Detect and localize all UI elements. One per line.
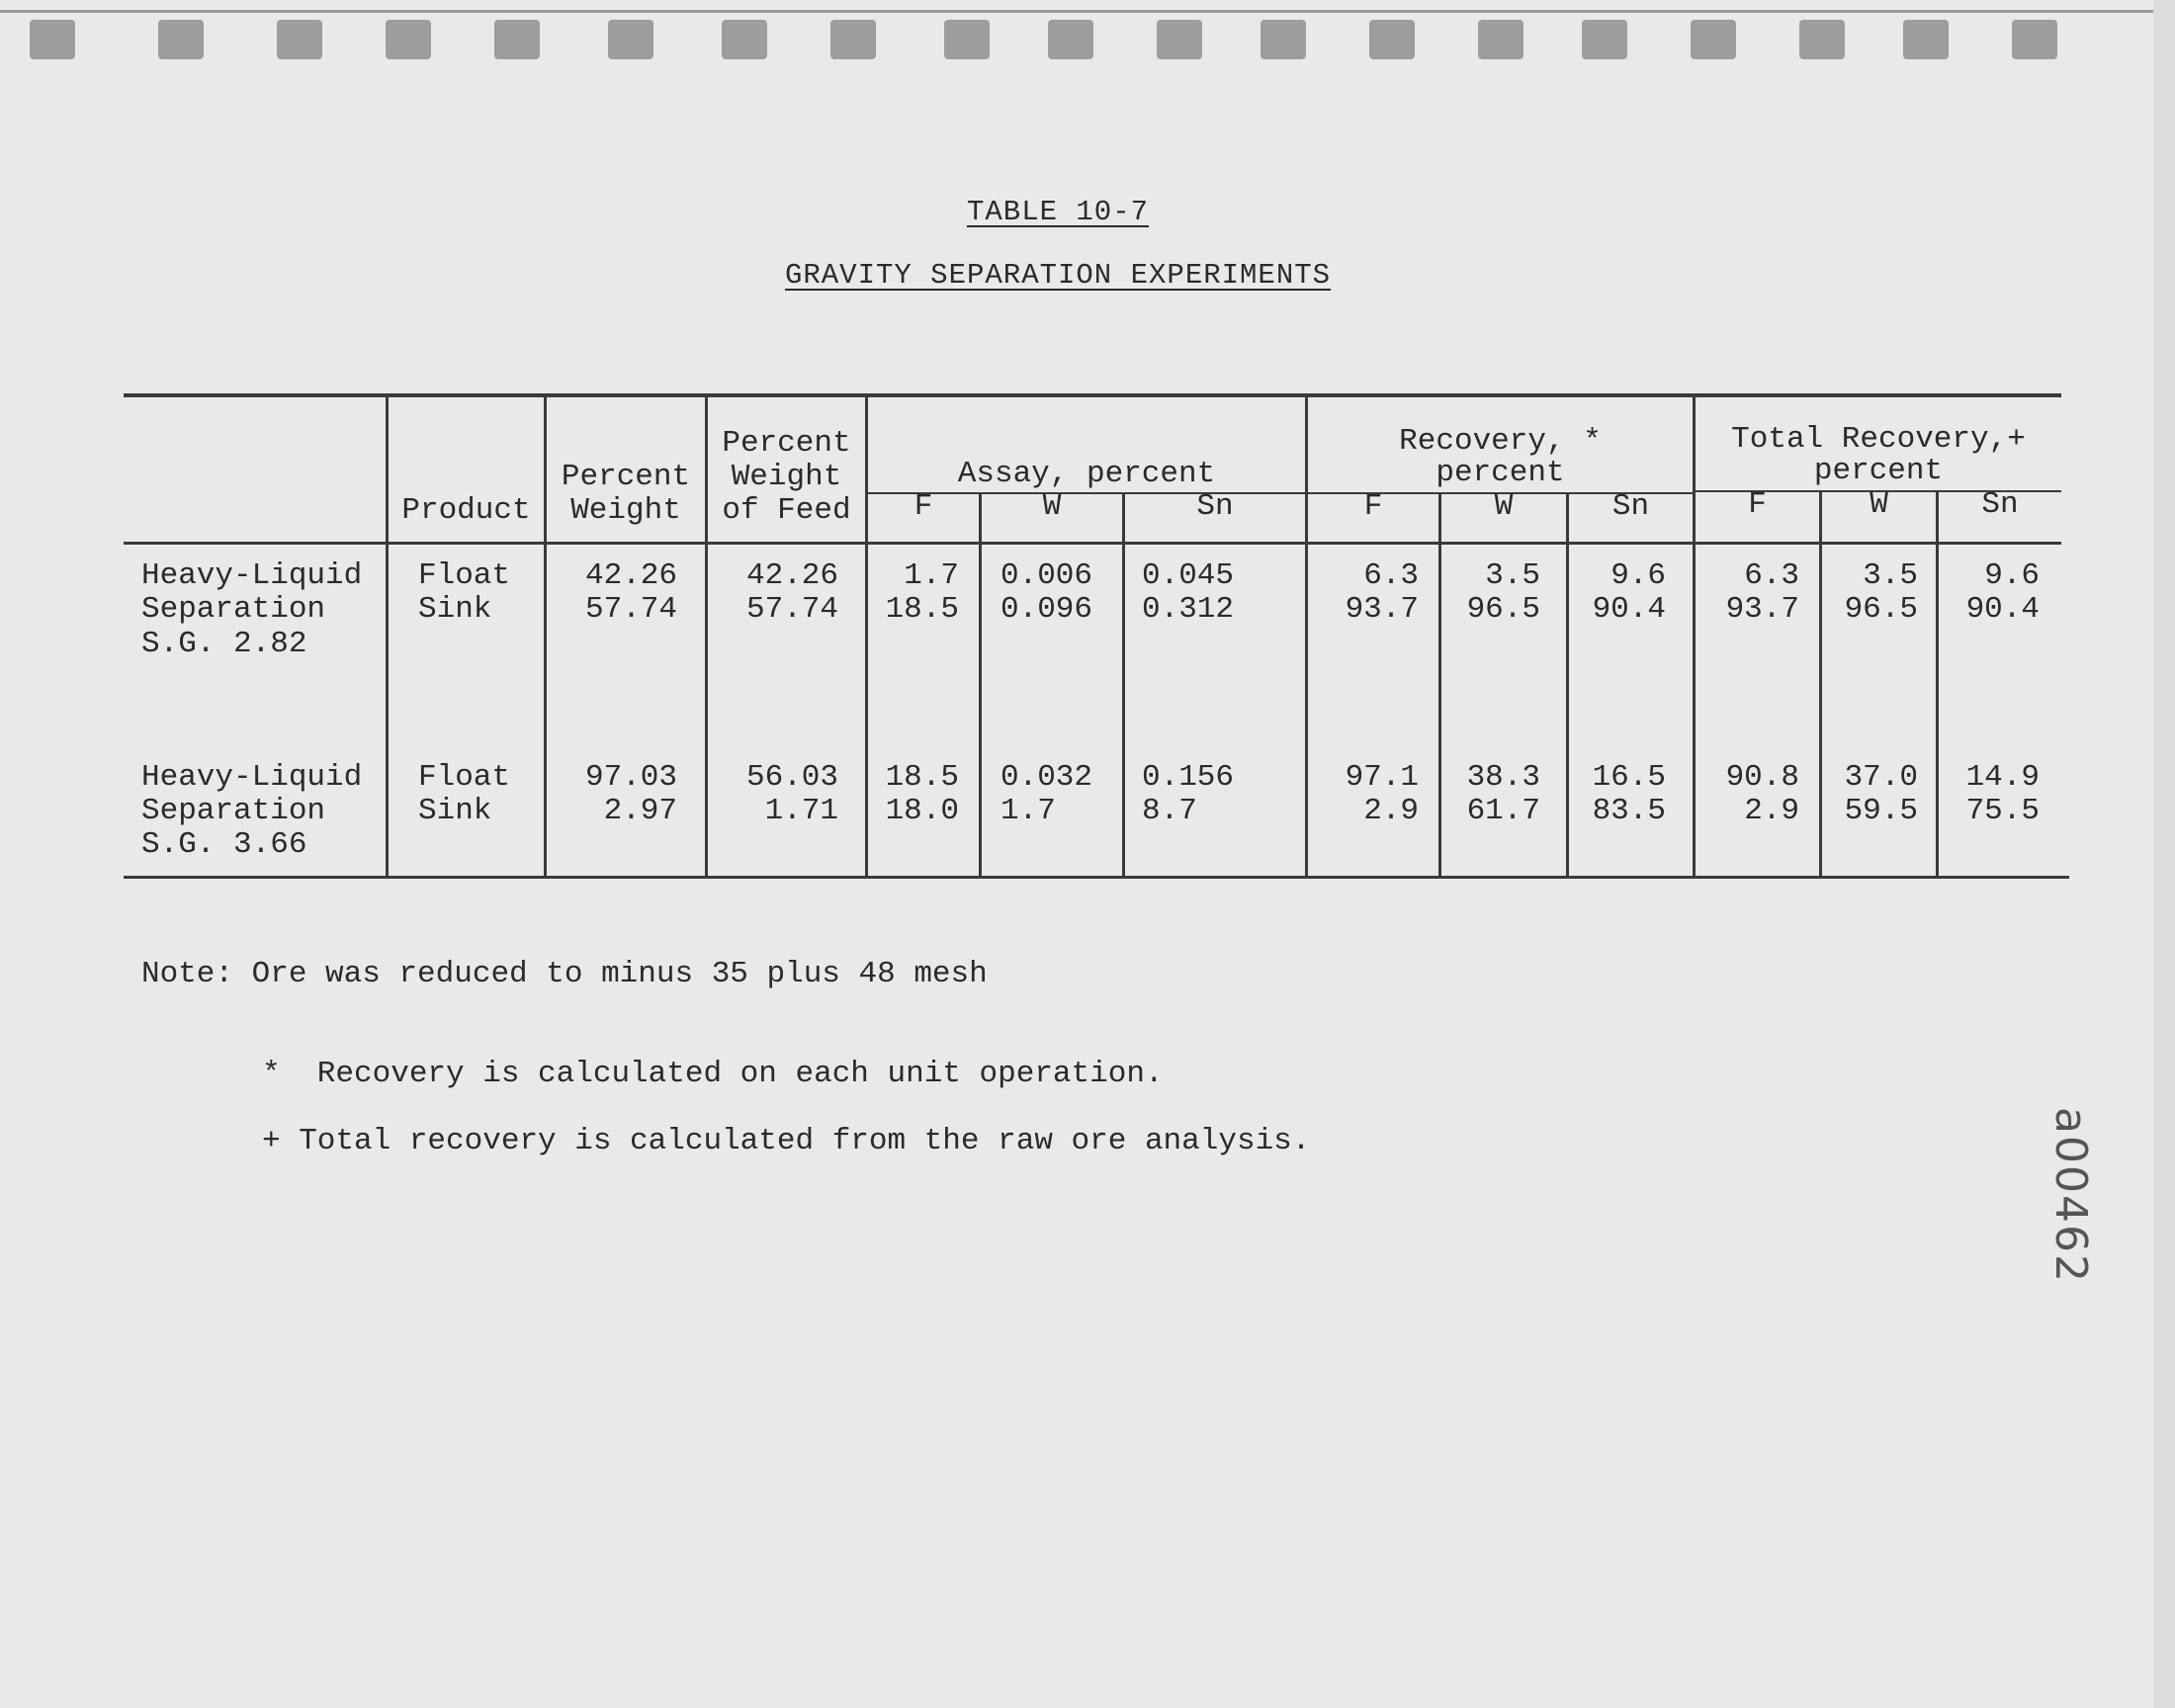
binding-holes <box>0 0 2175 69</box>
subheader-assay-w: W <box>1042 489 1062 524</box>
header-total-recovery-line1: Total Recovery,+ <box>1731 422 2026 457</box>
cell-total-w: 37.0 <box>1844 760 1918 795</box>
cell-assay-w: 0.006 <box>1000 558 1093 593</box>
cell-recovery-sn: 16.5 <box>1592 760 1666 795</box>
cell-assay-sn: 0.156 <box>1142 760 1235 795</box>
header-total-recovery-line2: percent <box>1813 454 1944 488</box>
cell-total-w: 59.5 <box>1844 794 1918 828</box>
cell-total-sn: 90.4 <box>1965 592 2040 627</box>
header-weight-feed-line2: Weight <box>731 460 842 494</box>
cell-recovery-f: 2.9 <box>1363 794 1419 828</box>
subheader-total-sn: Sn <box>1981 487 2019 522</box>
group-label-line2: Separation <box>141 592 326 627</box>
column-divider <box>386 397 389 878</box>
cell-recovery-sn: 83.5 <box>1592 794 1666 828</box>
cell-recovery-w: 96.5 <box>1466 592 1540 627</box>
header-bottom-rule <box>124 542 2061 545</box>
column-divider <box>979 494 982 878</box>
cell-assay-f: 18.5 <box>885 592 959 627</box>
cell-assay-w: 1.7 <box>1000 794 1056 828</box>
footnote-total-recovery: + Total recovery is calculated from the raw ore analysis. <box>262 1124 1311 1158</box>
subheader-assay-sn: Sn <box>1196 489 1234 524</box>
cell-percent-feed: 57.74 <box>745 592 838 627</box>
cell-recovery-sn: 9.6 <box>1610 558 1666 593</box>
group-label-line3: S.G. 2.82 <box>141 627 307 661</box>
subheader-recovery-f: F <box>1363 489 1383 524</box>
cell-recovery-w: 3.5 <box>1485 558 1540 593</box>
cell-percent-weight: 57.74 <box>584 592 677 627</box>
cell-total-f: 90.8 <box>1725 760 1799 795</box>
binding-hole <box>1048 20 1093 59</box>
group-label-line1: Heavy-Liquid <box>141 558 363 593</box>
cell-percent-feed: 42.26 <box>745 558 838 593</box>
header-assay: Assay, percent <box>957 457 1216 491</box>
cell-recovery-f: 97.1 <box>1345 760 1419 795</box>
binding-hole <box>608 20 653 59</box>
cell-percent-feed: 56.03 <box>745 760 838 795</box>
cell-product: Sink <box>418 592 492 627</box>
cell-assay-sn: 8.7 <box>1142 794 1197 828</box>
document-stamp: a00462 <box>2045 1107 2096 1284</box>
cell-total-sn: 9.6 <box>1984 558 2040 593</box>
cell-percent-weight: 2.97 <box>603 794 677 828</box>
binding-hole <box>1691 20 1736 59</box>
cell-recovery-sn: 90.4 <box>1592 592 1666 627</box>
subheader-total-w: W <box>1870 487 1888 522</box>
binding-hole <box>2012 20 2057 59</box>
cell-total-sn: 14.9 <box>1965 760 2040 795</box>
cell-percent-weight: 42.26 <box>584 558 677 593</box>
binding-hole <box>386 20 431 59</box>
cell-recovery-f: 6.3 <box>1363 558 1419 593</box>
table-bottom-rule <box>124 876 2069 879</box>
header-product: Product <box>401 493 531 528</box>
binding-hole <box>1157 20 1202 59</box>
binding-hole <box>1582 20 1627 59</box>
cell-percent-weight: 97.03 <box>584 760 677 795</box>
binding-hole <box>1261 20 1306 59</box>
binding-hole <box>30 20 75 59</box>
header-recovery-line2: percent <box>1436 456 1565 490</box>
cell-total-f: 6.3 <box>1744 558 1799 593</box>
subheader-total-f: F <box>1748 487 1767 522</box>
cell-total-f: 2.9 <box>1744 794 1799 828</box>
binding-hole <box>722 20 767 59</box>
binding-hole <box>1799 20 1845 59</box>
binding-hole <box>1478 20 1523 59</box>
header-percent-weight-line1: Percent <box>561 460 691 494</box>
binding-hole <box>158 20 204 59</box>
header-percent-weight-line2: Weight <box>570 493 681 528</box>
cell-recovery-f: 93.7 <box>1345 592 1419 627</box>
subheader-assay-f: F <box>914 489 933 524</box>
header-recovery-line1: Recovery, * <box>1399 424 1602 459</box>
cell-total-f: 93.7 <box>1725 592 1799 627</box>
binding-line <box>0 10 2175 13</box>
note-line: Note: Ore was reduced to minus 35 plus 48 mesh <box>141 957 988 991</box>
binding-hole <box>277 20 322 59</box>
cell-total-sn: 75.5 <box>1965 794 2040 828</box>
cell-assay-f: 1.7 <box>904 558 959 593</box>
cell-percent-feed: 1.71 <box>764 794 838 828</box>
cell-product: Sink <box>418 794 492 828</box>
cell-product: Float <box>418 558 511 593</box>
table-title: GRAVITY SEPARATION EXPERIMENTS <box>784 259 1332 292</box>
table-top-rule <box>124 393 2061 397</box>
header-weight-feed-line1: Percent <box>722 426 851 461</box>
cell-assay-sn: 0.045 <box>1142 558 1235 593</box>
group-label-line1: Heavy-Liquid <box>141 760 363 795</box>
binding-hole <box>1903 20 1949 59</box>
binding-hole <box>1369 20 1415 59</box>
binding-hole <box>944 20 990 59</box>
group-label-line3: S.G. 3.66 <box>141 827 307 862</box>
binding-hole <box>494 20 540 59</box>
subheader-recovery-w: W <box>1494 489 1514 524</box>
binding-hole <box>830 20 876 59</box>
cell-assay-w: 0.096 <box>1000 592 1093 627</box>
footnote-recovery: * Recovery is calculated on each unit operation. <box>262 1057 1164 1091</box>
cell-assay-w: 0.032 <box>1000 760 1093 795</box>
subheader-recovery-sn: Sn <box>1611 489 1650 524</box>
header-weight-feed-line3: of Feed <box>722 493 851 528</box>
column-divider <box>1122 494 1125 878</box>
cell-product: Float <box>418 760 511 795</box>
table-number: TABLE 10-7 <box>966 196 1150 228</box>
cell-assay-f: 18.0 <box>885 794 959 828</box>
page-edge <box>2153 0 2175 1708</box>
cell-total-w: 96.5 <box>1844 592 1918 627</box>
cell-recovery-w: 61.7 <box>1466 794 1540 828</box>
group-label-line2: Separation <box>141 794 326 828</box>
cell-recovery-w: 38.3 <box>1466 760 1540 795</box>
cell-total-w: 3.5 <box>1863 558 1918 593</box>
cell-assay-sn: 0.312 <box>1142 592 1235 627</box>
cell-assay-f: 18.5 <box>885 760 959 795</box>
